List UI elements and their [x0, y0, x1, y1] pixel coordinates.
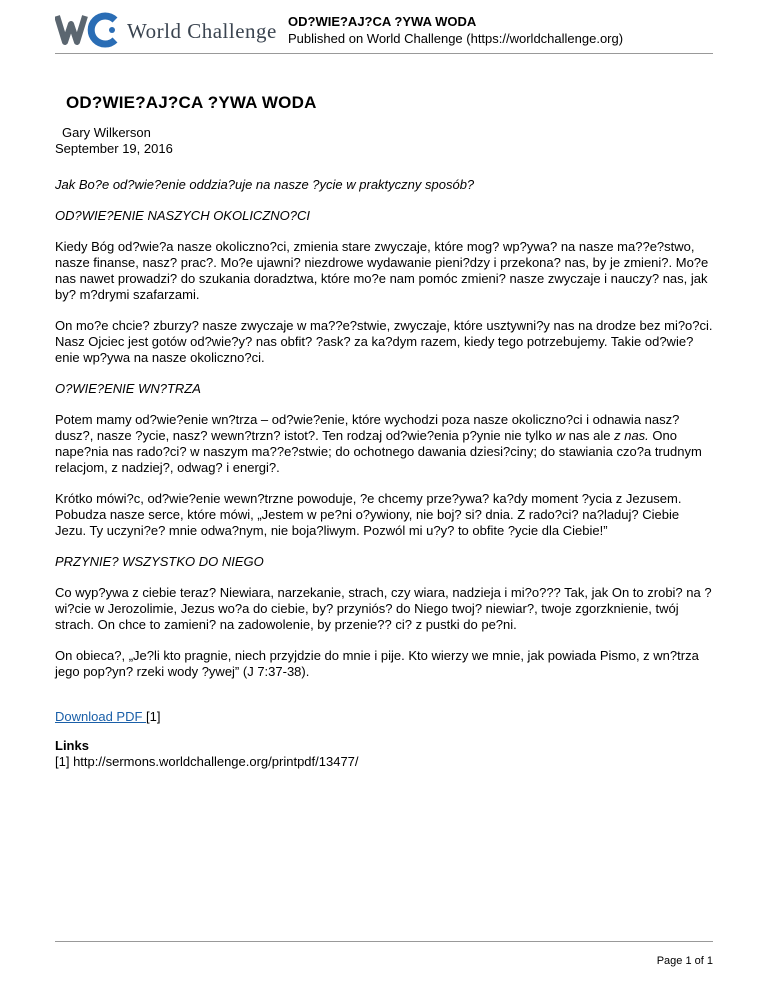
- paragraph-5: Co wyp?ywa z ciebie teraz? Niewiara, narzekanie, strach, czy wiara, nadzieja i mi?o??? Tak, jak On to zrobi? na ?wi?cie w Jerozolimie, Jezus wo?a do ciebie, by? przyniós? do Niego twoj? niewiar?, twoje zgorzknienie, twój strach. On chce to zamieni? na zadowolenie, by przenie?? ci? z pustki do pe?ni.: [55, 585, 712, 632]
- paragraph-3: [55, 412, 713, 476]
- paragraph-6: On obieca?, „Je?li kto pragnie, niech przyjdzie do mnie i pije. Kto wierzy we mnie, jak powiada Pismo, z wn?trza jego pop?yn? rzeki wody ?ywej” (J 7:37-38).: [55, 648, 699, 679]
- section-heading-2: O?WIE?ENIE WN?TRZA: [55, 381, 201, 396]
- lead-question: Jak Bo?e od?wie?enie oddzia?uje na nasze ?ycie w praktyczny sposób?: [55, 177, 475, 192]
- header-title: OD?WIE?AJ?CA ?YWA WODA: [288, 14, 477, 29]
- paragraph-3-part-a: Potem mamy od?wie?enie wn?trza – od?wie?enie, które wychodzi poza nasze okoliczno?ci i odnawia nasz? dusz?, nasze ?ycie, nasz? wewn?trzn? istot?. Ten rodzaj od?wie?enia p?ynie nie tylko: [55, 412, 680, 443]
- header-subtitle: Published on World Challenge (https://worldchallenge.org): [288, 31, 624, 46]
- link-reference-1: [1] http://sermons.worldchallenge.org/printpdf/13477/: [55, 754, 359, 769]
- paragraph-3-emphasis-w: w: [555, 428, 565, 443]
- links-heading: Links: [55, 738, 89, 753]
- author-name: Gary Wilkerson: [62, 125, 151, 140]
- header-divider: [55, 53, 713, 54]
- download-pdf-link[interactable]: Download PDF: [55, 709, 147, 724]
- paragraph-1: Kiedy Bóg od?wie?a nasze okoliczno?ci, zmienia stare zwyczaje, które mog? wp?ywa? na nasze ma??e?stwo, nasze finanse, nasz? prac?. Mo?e ujawni? niezdrowe wydawanie pieni?dzy i przekona? nas, by je zmieni?. Mo?e nas nawet prowadzi? do szukania doradztwa, które mo?e nam pomóc zmieni? nasze zwyczaje i nauczy? nas, jak by? m?drymi szafarzami.: [55, 239, 709, 302]
- world-challenge-logo: [55, 12, 277, 48]
- paragraph-3-part-c: Ono nape?nia nas rado?ci? w naszym ma??e?stwie; do ochotnego dawania dziesi?ciny; do stawiania czo?a trudnym relacjom, z nadziej?, odwag? i energi?.: [55, 428, 702, 475]
- download-line: [55, 709, 713, 725]
- paragraph-3-emphasis-z-nas: z nas.: [614, 428, 649, 443]
- paragraph-2: On mo?e chcie? zburzy? nasze zwyczaje w ma??e?stwie, zwyczaje, które usztywni?y nas na drodze bez mi?o?ci. Nasz Ojciec jest gotów od?wie?y? nas obfit? ?ask? za ka?dym razem, kiedy tego potrzebujemy. Takie od?wie?enie wp?ywa na nasze okoliczno?ci.: [55, 318, 713, 365]
- page-header: [55, 12, 713, 52]
- download-ref: [1]: [146, 709, 161, 724]
- paragraph-4: Krótko mówi?c, od?wie?enie wewn?trzne powoduje, ?e chcemy prze?ywa? ka?dy moment ?ycia z Jezusem. Pobudza nasze serce, które mówi, „Jestem w pe?ni o?ywiony, nie boj? si? dnia. Z rado?ci? na?laduj? Ciebie Jezu. Ty uczyni?e? mnie odwa?nym, nie boja?liwym. Pozwól mi u?y? to obfite ?ycie dla Ciebie!”: [55, 491, 682, 538]
- section-heading-1: OD?WIE?ENIE NASZYCH OKOLICZNO?CI: [55, 208, 310, 223]
- article-body: [55, 92, 713, 770]
- logo-wordmark: World Challenge: [127, 18, 277, 43]
- section-heading-3: PRZYNIE? WSZYSTKO DO NIEGO: [55, 554, 264, 569]
- wc-logo-icon: [55, 12, 121, 48]
- footer-divider: [55, 941, 713, 942]
- paragraph-3-part-b: nas ale: [564, 428, 615, 443]
- article-title: OD?WIE?AJ?CA ?YWA WODA: [66, 93, 317, 112]
- page-number: Page 1 of 1: [656, 955, 713, 967]
- publish-date: September 19, 2016: [55, 141, 173, 156]
